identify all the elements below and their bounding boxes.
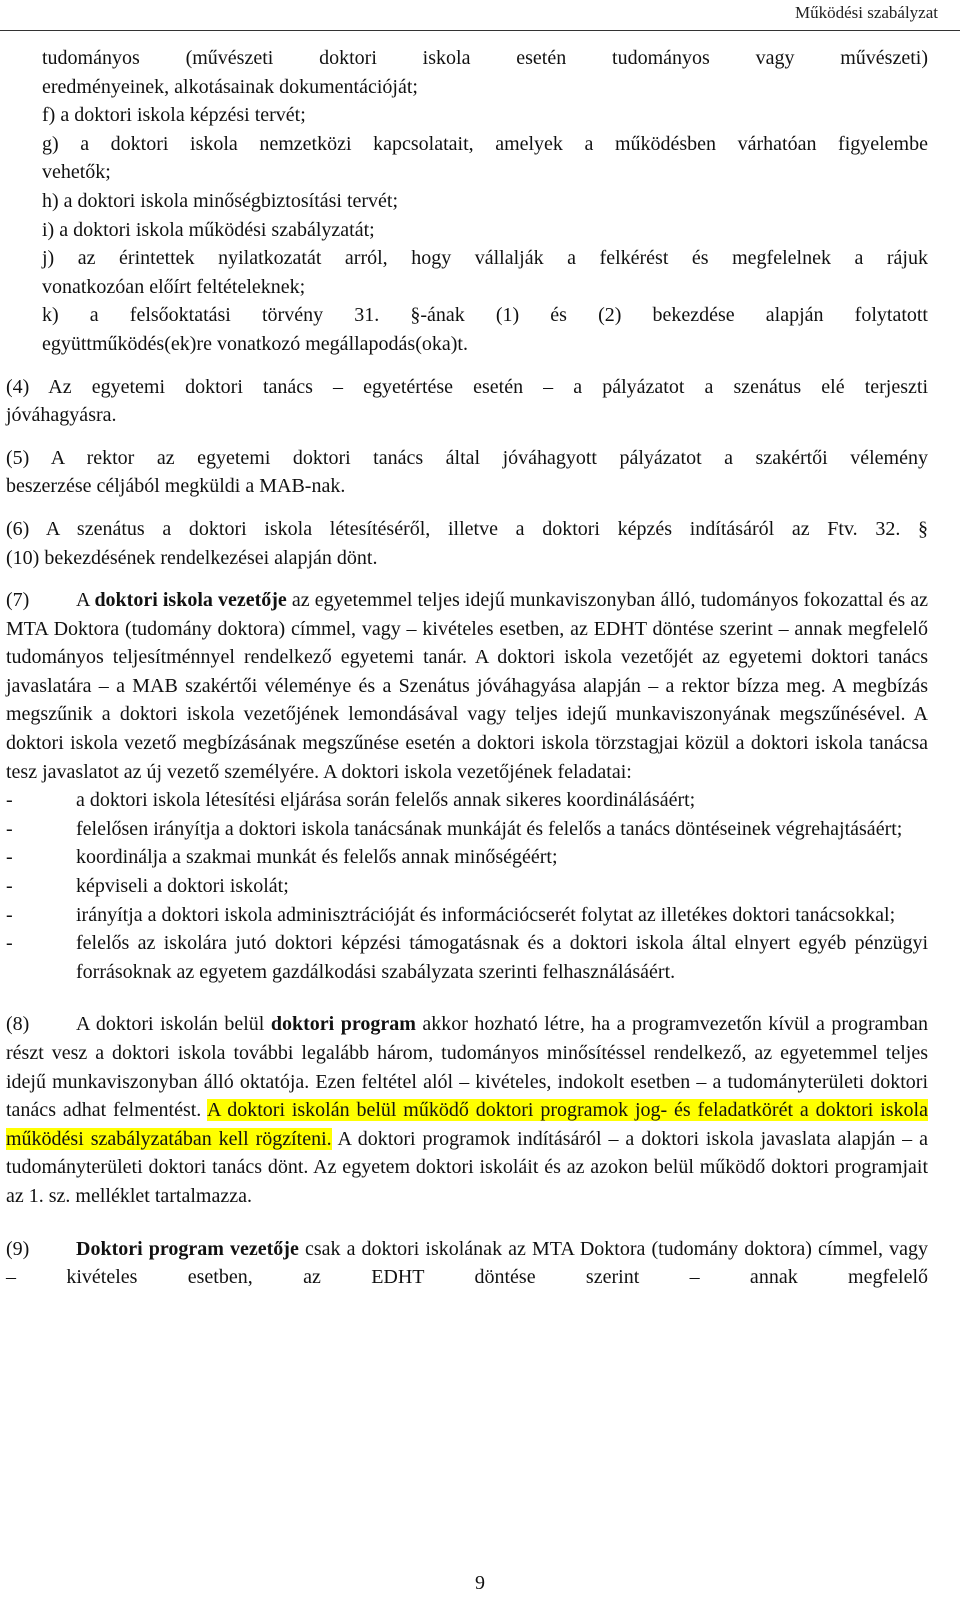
page-number: 9 bbox=[475, 1572, 485, 1594]
paragraph-6-line: (6) A szenátus a doktori iskola létesítéséről, illetve a doktori képzés indításáról az Ftv. 32. § bbox=[6, 517, 928, 540]
task-item bbox=[6, 786, 928, 815]
list-item-h: h) a doktori iskola minőségbiztosítási tervét; bbox=[42, 189, 399, 212]
task-item bbox=[6, 929, 928, 986]
dash-bullet: - bbox=[6, 932, 13, 955]
paragraph-6 bbox=[6, 515, 928, 572]
highlighted-text: A doktori iskolán belül működő doktori programok jog- és feladatkörét a doktori iskola működési szabályzatában kell rögzíteni. bbox=[6, 1099, 928, 1150]
paragraph-7-post: az egyetemmel teljes idejű munkaviszonyban álló, tudományos fokozattal és az MTA Doktora (tudomány doktora) címmel, vagy – kivételes esetben, az EDHT döntése szerint – annak megfelelő tudományos teljesítménnyel rendelkező egyetemi tanár. A doktori iskola vezetőjét az egyetemi doktori tanács javaslatára – a MAB szakértői véleménye és a Szenátus jóváhagyása alapján – a rektor bízza meg. A megbízás megszűnik a doktori iskola vezetőjének lemondásával vagy teljes idejű munkaviszonyának megszűnésével. A doktori iskola vezető megbízásának megszűnése esetén a doktori iskola törzstagjai közül a doktori iskola tanácsa tesz javaslatot az új vezető személyére. A doktori iskola vezetőjének feladatai: bbox=[6, 589, 929, 783]
paragraph-4 bbox=[6, 373, 928, 430]
paragraph-8-mid: akkor hozható létre, ha a programvezetőn kívül a programban részt vesz a doktori iskola további legalább három, tudományos minősítéssel rendelkező, az egyetemmel teljes idejű munkaviszonyban álló oktatója. Ezen feltétel alól – kivételes, indokolt esetben – a tudományterületi doktori tanács adhat felmentést. bbox=[6, 1013, 928, 1122]
document-body bbox=[6, 44, 928, 1292]
list-item-i: i) a doktori iskola működési szabályzatát; bbox=[42, 218, 375, 241]
paragraph-6-line: (10) bekezdésének rendelkezései alapján dönt. bbox=[6, 546, 378, 569]
task-list bbox=[6, 786, 928, 986]
list-line: eredményeinek, alkotásainak dokumentációját; bbox=[42, 75, 418, 98]
paragraph-9 bbox=[6, 1235, 928, 1292]
list-continuation bbox=[6, 44, 928, 359]
paragraph-7-pre: A bbox=[76, 589, 95, 612]
paragraph-5-line: (5) A rektor az egyetemi doktori tanács által jóváhagyott pályázatot a szakértői vélemény bbox=[6, 446, 928, 469]
paragraph-7-text bbox=[6, 586, 928, 786]
task-text: képviseli a doktori iskolát; bbox=[76, 875, 289, 898]
task-item bbox=[6, 843, 928, 872]
paragraph-7-number: (7) bbox=[6, 589, 30, 612]
task-text: irányítja a doktori iskola adminisztrációját és információcserét folytat az illetékes doktori tanácsokkal; bbox=[76, 903, 896, 926]
paragraph-5-line: beszerzése céljából megküldi a MAB-nak. bbox=[6, 475, 346, 498]
paragraph-8 bbox=[6, 1010, 928, 1210]
dash-bullet: - bbox=[6, 903, 13, 926]
paragraph-7 bbox=[6, 586, 928, 986]
paragraph-5 bbox=[6, 444, 928, 501]
dash-bullet: - bbox=[6, 875, 13, 898]
list-line: tudományos (művészeti doktori iskola esetén tudományos vagy művészeti) bbox=[42, 47, 928, 69]
paragraph-8-bold: doktori program bbox=[270, 1013, 416, 1036]
task-text: felelősen irányítja a doktori iskola tanácsának munkáját és felelős a tanács döntéseinek végrehajtásáért; bbox=[76, 817, 903, 840]
paragraph-9-text bbox=[6, 1235, 928, 1292]
list-item-f: f) a doktori iskola képzési tervét; bbox=[42, 104, 306, 127]
page-header bbox=[0, 0, 960, 31]
task-item bbox=[6, 901, 928, 930]
paragraph-9-number: (9) bbox=[6, 1237, 30, 1260]
list-item-k: k) a felsőoktatási törvény 31. §-ának (1) és (2) bekezdése alapján folytatott bbox=[42, 304, 928, 327]
list-item-g-cont: vehetők; bbox=[42, 161, 111, 184]
paragraph-4-line: (4) Az egyetemi doktori tanács – egyetértése esetén – a pályázatot a szenátus elé terjeszti bbox=[6, 375, 928, 398]
task-text: a doktori iskola létesítési eljárása során felelős annak sikeres koordinálásáért; bbox=[76, 789, 696, 812]
dash-bullet: - bbox=[6, 817, 13, 840]
dash-bullet: - bbox=[6, 789, 13, 812]
paragraph-8-text bbox=[6, 1010, 928, 1210]
paragraph-8-pre: A doktori iskolán belül bbox=[76, 1013, 271, 1036]
list-item-k-cont: együttműködés(ek)re vonatkozó megállapodás(oka)t. bbox=[42, 332, 468, 355]
header-title: Működési szabályzat bbox=[794, 3, 938, 22]
paragraph-4-line: jóváhagyásra. bbox=[6, 404, 117, 427]
list-item-g: g) a doktori iskola nemzetközi kapcsolatait, amelyek a működésben várhatóan figyelembe bbox=[42, 132, 928, 155]
task-item bbox=[6, 872, 928, 901]
paragraph-9-post: csak a doktori iskolának az MTA Doktora (tudomány doktora) címmel, vagy – kivételes esetben, az EDHT döntése szerint – annak megfelelő bbox=[6, 1237, 928, 1289]
paragraph-9-bold: Doktori program vezetője bbox=[76, 1237, 299, 1260]
paragraph-8-post: A doktori programok indításáról – a doktori iskola javaslata alapján – a tudományterületi doktori tanács dönt. Az egyetem doktori iskoláit és az azokon belül működő doktori programjait az 1. sz. melléklet tartalmazza. bbox=[6, 1127, 928, 1207]
list-item-j-cont: vonatkozóan előírt feltételeknek; bbox=[42, 275, 306, 298]
paragraph-7-bold: doktori iskola vezetője bbox=[94, 589, 287, 612]
paragraph-8-number: (8) bbox=[6, 1013, 30, 1036]
task-item bbox=[6, 815, 928, 844]
task-text: koordinálja a szakmai munkát és felelős annak minőségéért; bbox=[76, 846, 558, 869]
task-text: felelős az iskolára jutó doktori képzési támogatásnak és a doktori iskola által elnyert egyéb pénzügyi forrásoknak az egyetem gazdálkodási szabályzata szerinti felhasználásáért. bbox=[76, 932, 928, 983]
list-item-j: j) az érintettek nyilatkozatát arról, hogy vállalják a felkérést és megfelelnek a rájuk bbox=[42, 247, 928, 270]
dash-bullet: - bbox=[6, 846, 13, 869]
